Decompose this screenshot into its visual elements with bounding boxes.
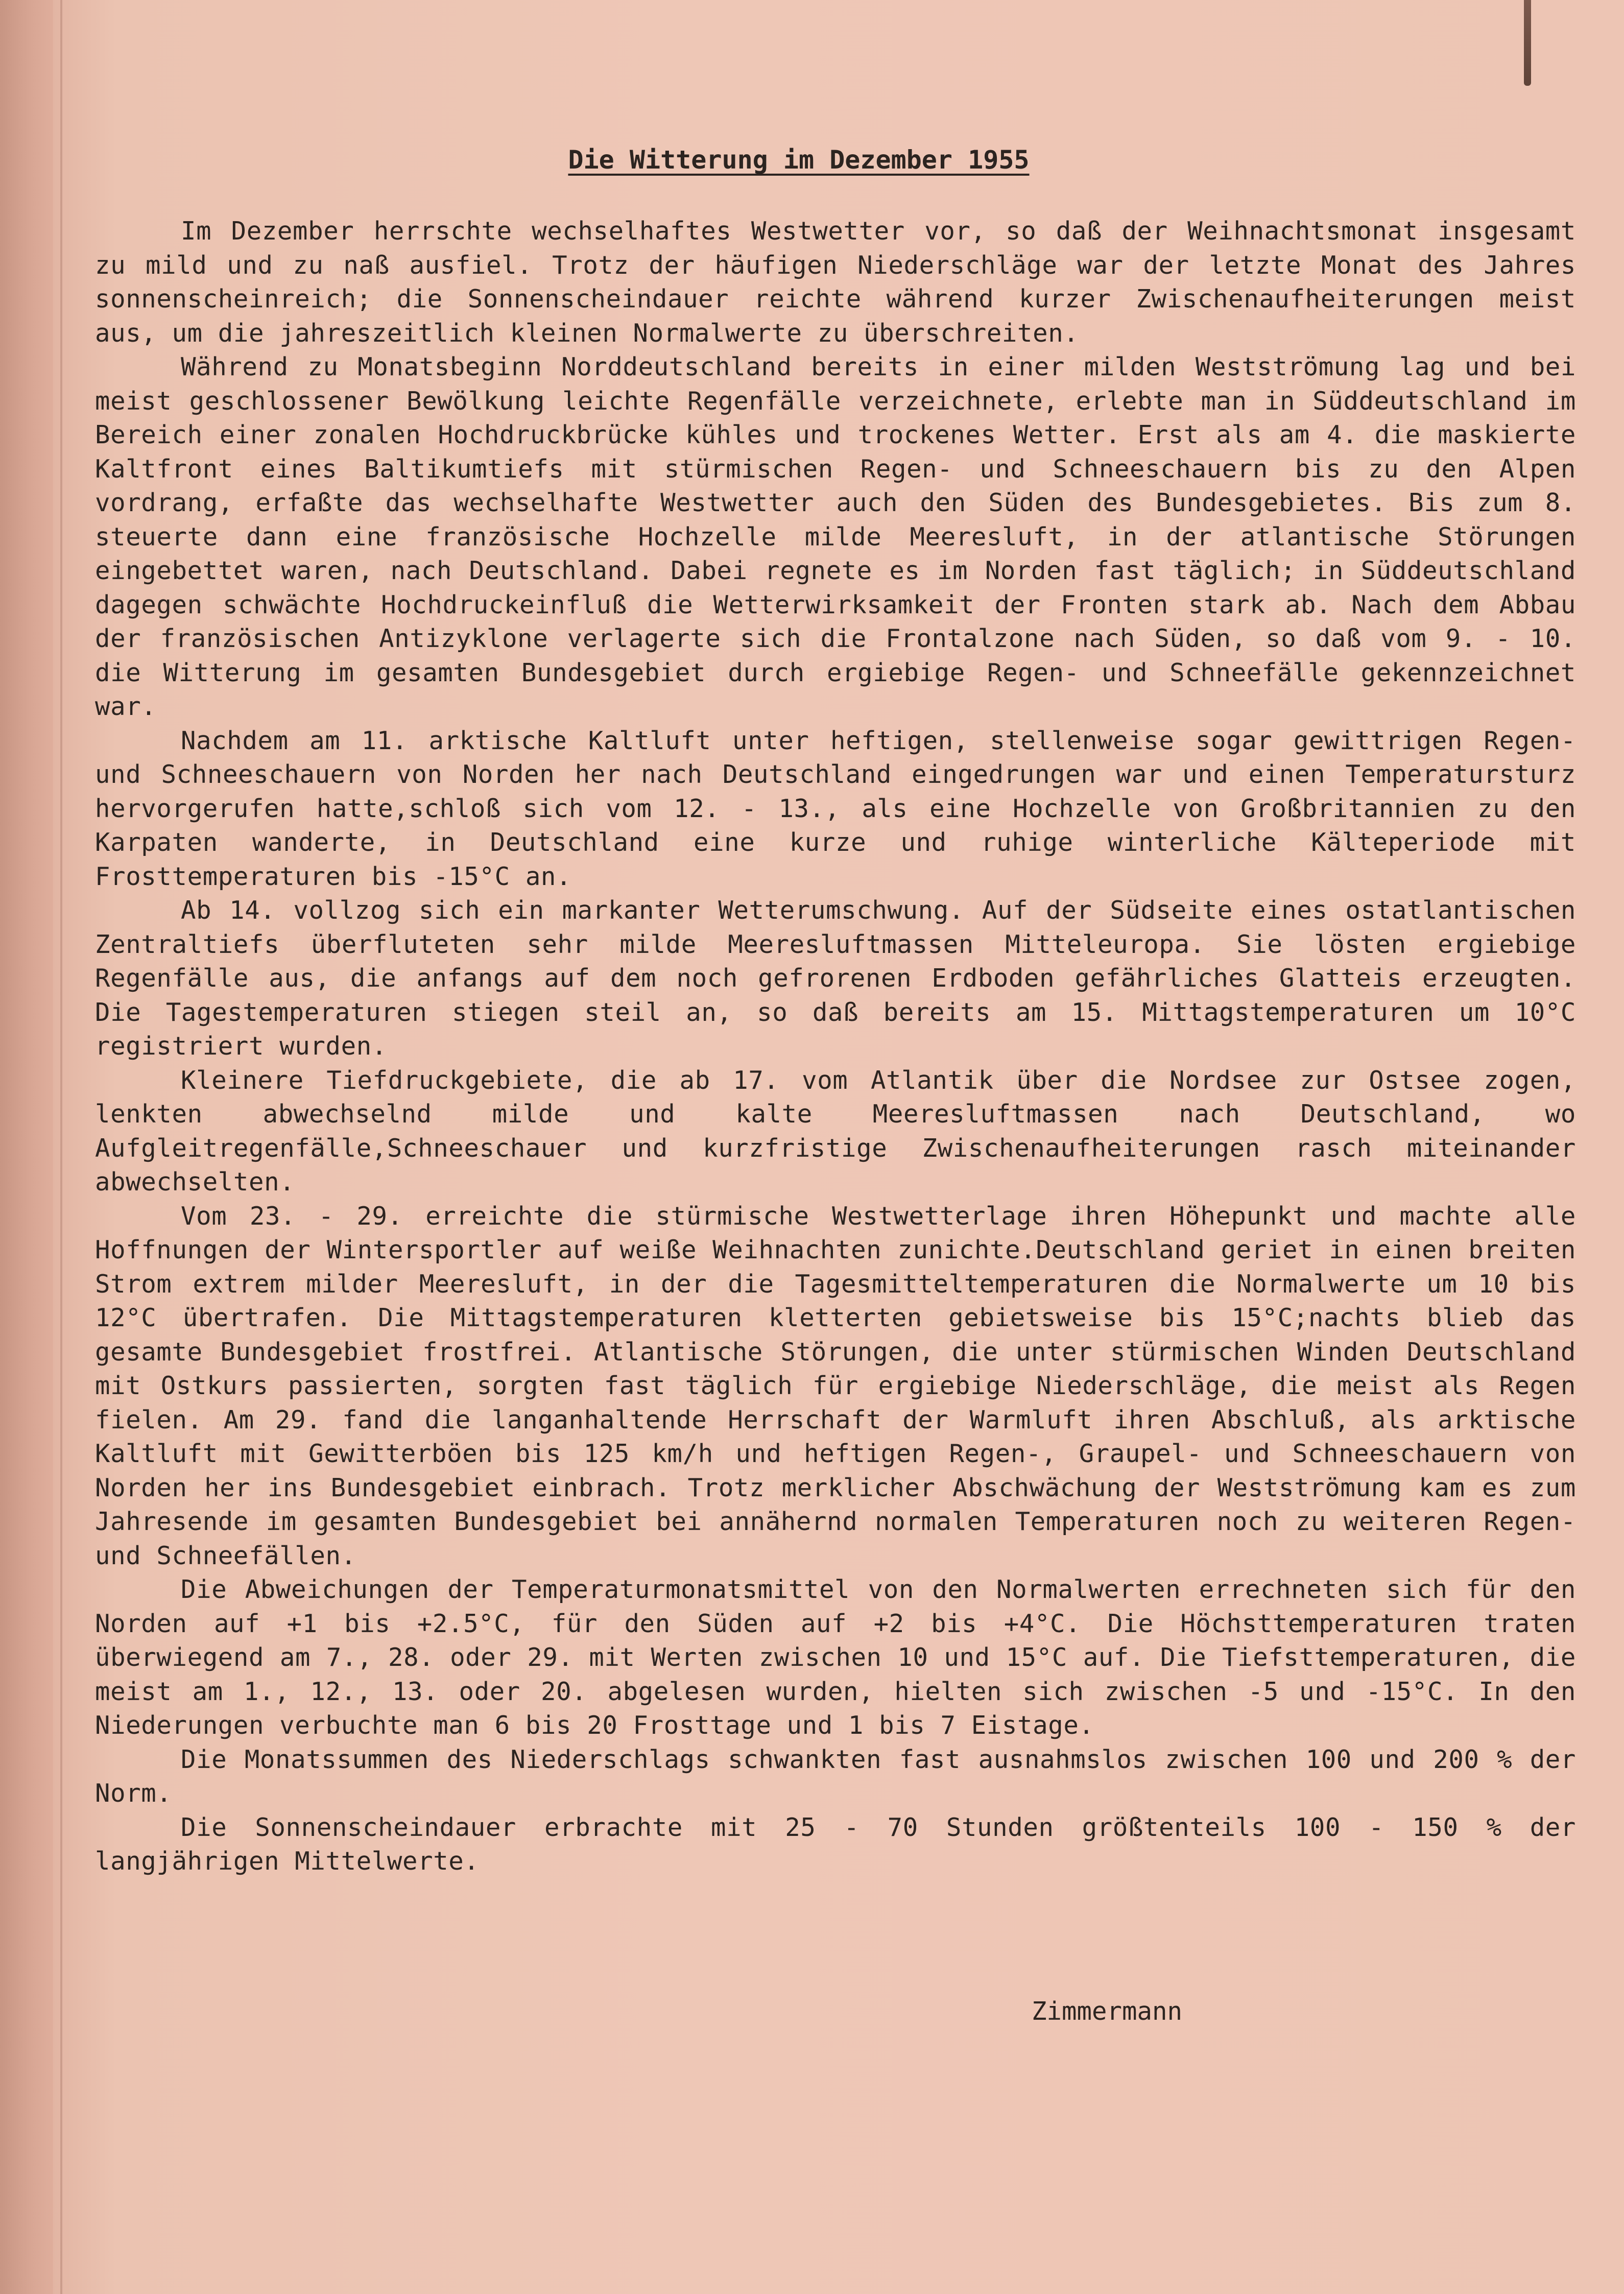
binding-line (60, 0, 62, 2294)
paragraph-2: Während zu Monatsbeginn Norddeutschland bereits in einer milden Westströmung lag und bei meist geschlossener Bewölkung leichte Regenfälle verzeichnete, erlebte man in Süddeutschland im Bereich einer zonalen Hochdruckbrücke kühles und trockenes Wetter. Erst als am 4. die maskierte Kaltfront eines Baltikumtiefs mit stürmischen Regen- und Schneeschauern bis zu den Alpen vordrang, erfaßte das wechselhafte Westwetter auch den Süden des Bundesgebietes. Bis zum 8. steuerte dann eine französische Hochzelle milde Meeresluft, in der atlantische Störungen eingebettet waren, nach Deutschland. Dabei regnete es im Norden fast täglich; in Süddeutschland dagegen schwächte Hochdruckeinfluß die Wetterwirksamkeit der Fronten stark ab. Nach dem Abbau der französischen Antizyklone verlagerte sich die Frontalzone nach Süden, so daß vom 9. - 10. die Witterung im gesamten Bundesgebiet durch ergiebige Regen- und Schneefälle gekennzeichnet war. (95, 352, 1576, 721)
clip-mark (1524, 0, 1531, 86)
paragraph-9: Die Sonnenscheindauer erbrachte mit 25 - 70 Stunden größtenteils 100 - 150 % der langjährigen Mittelwerte. (95, 1812, 1576, 1876)
document-title (0, 145, 1624, 175)
document-body (95, 214, 1576, 1879)
paragraph-1: Im Dezember herrschte wechselhaftes Westwetter vor, so daß der Weihnachtsmonat insgesamt zu mild und zu naß ausfiel. Trotz der häufigen Niederschläge war der letzte Monat des Jahres sonnenscheinreich; die Sonnenscheindauer reichte während kurzer Zwischenaufheiterungen meist aus, um die jahreszeitlich kleinen Normalwerte zu überschreiten. (95, 217, 1576, 348)
author-signature: Zimmermann (1032, 1997, 1183, 2026)
document-title-text: Die Witterung im Dezember 1955 (568, 145, 1030, 175)
paragraph-3: Nachdem am 11. arktische Kaltluft unter heftigen, stellenweise sogar gewittrigen Regen- und Schneeschauern von Norden her nach Deutschland eingedrungen war und einen Temperatursturz hervorgerufen hatte,schloß sich vom 12. - 13., als eine Hochzelle von Großbritannien zu den Karpaten wanderte, in Deutschland eine kurze und ruhige winterliche Kälteperiode mit Frosttemperaturen bis -15°C an. (95, 726, 1576, 891)
paragraph-5: Kleinere Tiefdruckgebiete, die ab 17. vom Atlantik über die Nordsee zur Ostsee zogen, lenkten abwechselnd milde und kalte Meeresluftmassen nach Deutschland, wo Aufgleitregenfälle,Schneeschauer und kurzfristige Zwischenaufheiterungen rasch miteinander abwechselten. (95, 1065, 1576, 1197)
paragraph-6: Vom 23. - 29. erreichte die stürmische Westwetterlage ihren Höhepunkt und machte alle Hoffnungen der Wintersportler auf weiße Weihnachten zunichte.Deutschland geriet in einen breiten Strom extrem milder Meeresluft, in der die Tagesmitteltemperaturen die Normalwerte um 10 bis 12°C übertrafen. Die Mittagstemperaturen kletterten gebietsweise bis 15°C;nachts blieb das gesamte Bundesgebiet frostfrei. Atlantische Störungen, die unter stürmischen Winden Deutschland mit Ostkurs passierten, sorgten fast täglich für ergiebige Niederschläge, die meist als Regen fielen. Am 29. fand die langanhaltende Herrschaft der Warmluft ihren Abschluß, als arktische Kaltluft mit Gewitterböen bis 125 km/h und heftigen Regen-, Graupel- und Schneeschauern von Norden her ins Bundesgebiet einbrach. Trotz merklicher Abschwächung der Westströmung kam es zum Jahresende im gesamten Bundesgebiet bei annähernd normalen Temperaturen noch zu weiteren Regen- und Schneefällen. (95, 1201, 1576, 1570)
page-edge (0, 0, 53, 2294)
paragraph-8: Die Monatssummen des Niederschlags schwankten fast ausnahmslos zwischen 100 und 200 % der Norm. (95, 1745, 1576, 1808)
paragraph-4: Ab 14. vollzog sich ein markanter Wetterumschwung. Auf der Südseite eines ostatlantischen Zentraltiefs überfluteten sehr milde Meeresluftmassen Mitteleuropa. Sie lösten ergiebige Regenfälle aus, die anfangs auf dem noch gefrorenen Erdboden gefährliches Glatteis erzeugten. Die Tagestemperaturen stiegen steil an, so daß bereits am 15. Mittagstemperaturen um 10°C registriert wurden. (95, 896, 1576, 1061)
paragraph-7: Die Abweichungen der Temperaturmonatsmittel von den Normalwerten errechneten sich für den Norden auf +1 bis +2.5°C, für den Süden auf +2 bis +4°C. Die Höchsttemperaturen traten überwiegend am 7., 28. oder 29. mit Werten zwischen 10 und 15°C auf. Die Tiefsttemperaturen, die meist am 1., 12., 13. oder 20. abgelesen wurden, hielten sich zwischen -5 und -15°C. In den Niederungen verbuchte man 6 bis 20 Frosttage und 1 bis 7 Eistage. (95, 1575, 1576, 1740)
